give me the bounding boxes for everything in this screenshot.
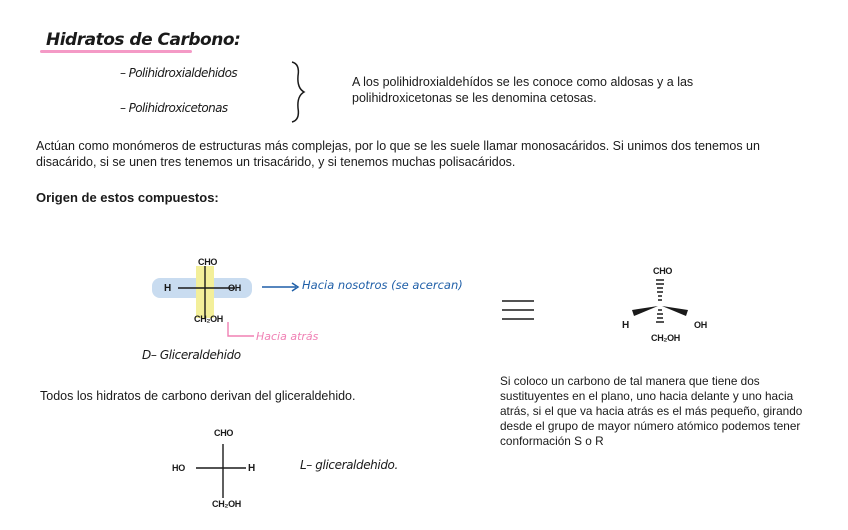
- type-aldehyde: – Polihidroxialdehidos: [120, 66, 237, 80]
- stereo-note: Si coloco un carbono de tal manera que tiene dos sustituyentes en el plano, uno hacia delante y uno hacia atrás, si el que va hacia atrás es el más pequeño, girando desde el grupo de mayor número atómico podemos tener conformación S o R: [500, 374, 803, 448]
- d-bottom-group: CH₂OH: [194, 314, 223, 324]
- wedge-structure: [620, 272, 700, 342]
- origin-heading: Origen de estos compuestos:: [36, 190, 219, 205]
- d-glyceraldehyde-name: D– Gliceraldehido: [142, 348, 241, 362]
- brace-icon: [288, 60, 308, 124]
- wedge-left-group: H: [622, 320, 629, 331]
- equivalence-icon: [500, 298, 536, 322]
- l-top-group: CHO: [214, 428, 234, 438]
- l-right-group: H: [248, 463, 255, 474]
- types-note: A los polihidroxialdehídos se les conoce como aldosas y a las polihidroxicetonas se les denomina cetosas.: [352, 75, 694, 105]
- l-left-group: HO: [172, 463, 185, 473]
- wedge-right-group: OH: [694, 320, 707, 330]
- l-bottom-group: CH₂OH: [212, 499, 241, 509]
- front-note: Hacia nosotros (se acercan): [302, 278, 463, 292]
- d-right-group: OH: [228, 283, 241, 293]
- d-top-group: CHO: [198, 257, 218, 267]
- monomer-paragraph: Actúan como monómeros de estructuras más complejas, por lo que se les suele llamar monosacáridos. Si unimos dos tenemos un disacárido, si se unen tres tenemos un trisacárido, y si tenemos muchas polisacáridos.: [36, 139, 760, 169]
- title-underline: [40, 50, 192, 53]
- back-arrow-icon: [224, 320, 258, 344]
- l-glyceraldehyde-name: L– gliceraldehido.: [300, 458, 398, 472]
- page-title: Hidratos de Carbono:: [46, 30, 241, 50]
- derive-text: Todos los hidratos de carbono derivan del gliceraldehido.: [40, 389, 356, 403]
- wedge-bottom-group: CH₂OH: [651, 333, 680, 343]
- arrow-right-icon: [260, 280, 302, 294]
- type-ketone: – Polihidroxicetonas: [120, 101, 228, 115]
- back-note: Hacia atrás: [256, 330, 319, 343]
- wedge-top-group: CHO: [653, 266, 673, 276]
- d-left-group: H: [164, 283, 171, 294]
